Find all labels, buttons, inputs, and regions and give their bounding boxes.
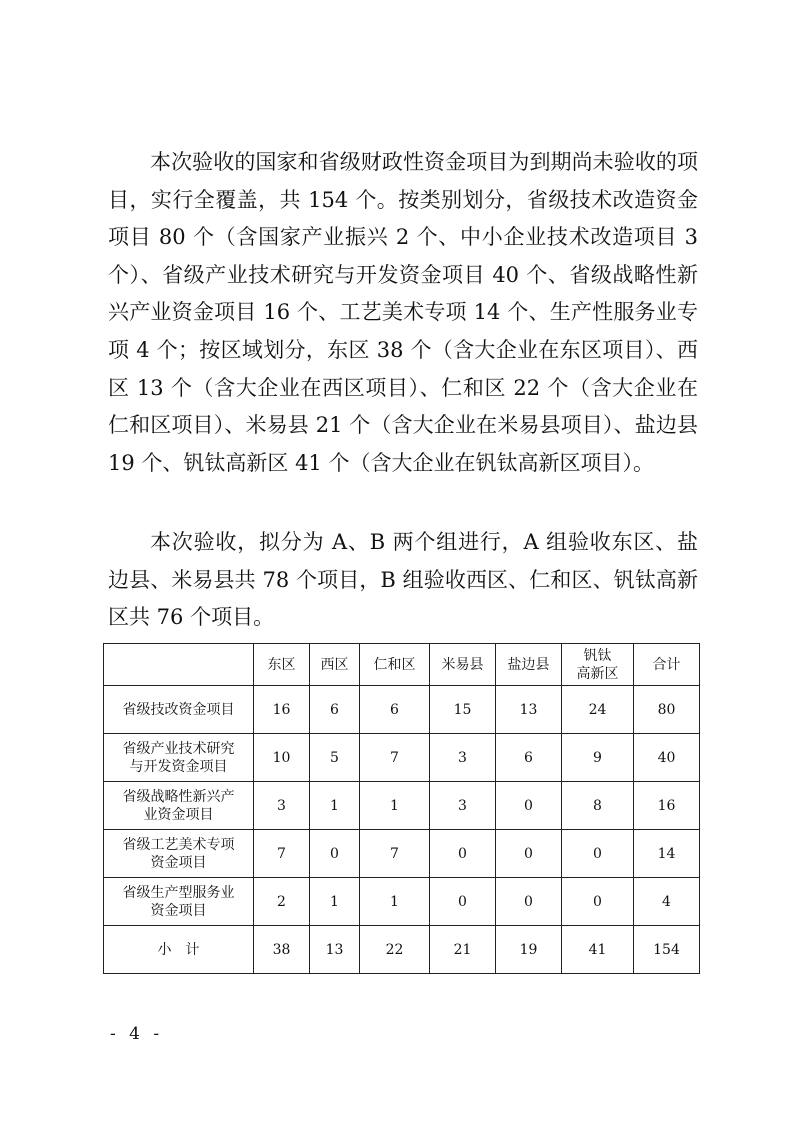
value-cell: 6 (310, 686, 360, 734)
value-cell: 16 (254, 686, 310, 734)
value-cell: 1 (310, 878, 360, 926)
value-cell: 24 (562, 686, 634, 734)
value-cell: 3 (430, 734, 496, 782)
value-cell: 10 (254, 734, 310, 782)
table-row (104, 830, 700, 878)
value-cell: 15 (430, 686, 496, 734)
value-cell: 1 (310, 782, 360, 830)
value-cell: 0 (310, 830, 360, 878)
page-number: - 4 - (110, 1024, 164, 1044)
value-cell: 6 (496, 734, 562, 782)
table-row (104, 782, 700, 830)
value-cell: 0 (430, 878, 496, 926)
value-cell: 22 (360, 926, 430, 974)
value-cell: 0 (562, 830, 634, 878)
header-cell: 仁和区 (360, 644, 430, 686)
value-cell: 19 (496, 926, 562, 974)
project-count-table (103, 643, 700, 974)
row-label-cell: 省级战略性新兴产 业资金项目 (104, 782, 254, 830)
value-cell: 13 (310, 926, 360, 974)
table-header-row (104, 644, 700, 686)
value-cell: 8 (562, 782, 634, 830)
value-cell: 7 (360, 830, 430, 878)
row-label-cell: 省级产业技术研究 与开发资金项目 (104, 734, 254, 782)
header-cell: 合计 (634, 644, 700, 686)
table-body (104, 644, 700, 974)
value-cell: 21 (430, 926, 496, 974)
row-label-cell: 省级生产型服务业 资金项目 (104, 878, 254, 926)
value-cell: 7 (254, 830, 310, 878)
header-cell: 钒钛 高新区 (562, 644, 634, 686)
table-row (104, 878, 700, 926)
value-cell: 0 (430, 830, 496, 878)
value-cell: 0 (496, 830, 562, 878)
value-cell: 13 (496, 686, 562, 734)
header-cell: 东区 (254, 644, 310, 686)
value-cell: 2 (254, 878, 310, 926)
header-cell: 西区 (310, 644, 360, 686)
value-cell: 7 (360, 734, 430, 782)
value-cell: 4 (634, 878, 700, 926)
table-row (104, 734, 700, 782)
value-cell: 16 (634, 782, 700, 830)
row-label-cell: 省级技改资金项目 (104, 686, 254, 734)
value-cell: 6 (360, 686, 430, 734)
value-cell: 3 (254, 782, 310, 830)
value-cell: 1 (360, 782, 430, 830)
value-cell: 0 (496, 878, 562, 926)
value-cell: 9 (562, 734, 634, 782)
header-cell: 盐边县 (496, 644, 562, 686)
value-cell: 0 (562, 878, 634, 926)
value-cell: 41 (562, 926, 634, 974)
value-cell: 1 (360, 878, 430, 926)
value-cell: 3 (430, 782, 496, 830)
value-cell: 14 (634, 830, 700, 878)
value-cell: 80 (634, 686, 700, 734)
row-label-cell: 小 计 (104, 926, 254, 974)
row-label-cell: 省级工艺美术专项 资金项目 (104, 830, 254, 878)
value-cell: 154 (634, 926, 700, 974)
value-cell: 38 (254, 926, 310, 974)
value-cell: 0 (496, 782, 562, 830)
value-cell: 40 (634, 734, 700, 782)
paragraph-grouping: 本次验收，拟分为 A、B 两个组进行，A 组验收东区、盐边县、米易县共 78 个项目，B 组验收西区、仁和区、钒钛高新区共 76 个项目。 (108, 530, 698, 630)
paragraph-scope: 本次验收的国家和省级财政性资金项目为到期尚未验收的项目，实行全覆盖，共 154 个。按类别划分，省级技术改造资金项目 80 个（含国家产业振兴 2 个、中小企业技术改造项目 3 个）、省级产业技术研究与开发资金项目 40 个、省级战略性新兴产业资金项目 16 个、工艺美术专项 14 个、生产性服务业专项 4 个；按区域划分，东区 38 个（含大企业在东区项目）、西区 13 个（含大企业在西区项目）、仁和区 22 个（含大企业在仁和区项目）、米易县 21 个（含大企业在米易县项目）、盐边县 19 个、钒钛高新区 41 个（含大企业在钒钛高新区项目）。 (108, 150, 698, 475)
table-row (104, 926, 700, 974)
header-cell: 米易县 (430, 644, 496, 686)
header-cell (104, 644, 254, 686)
table-row (104, 686, 700, 734)
value-cell: 5 (310, 734, 360, 782)
